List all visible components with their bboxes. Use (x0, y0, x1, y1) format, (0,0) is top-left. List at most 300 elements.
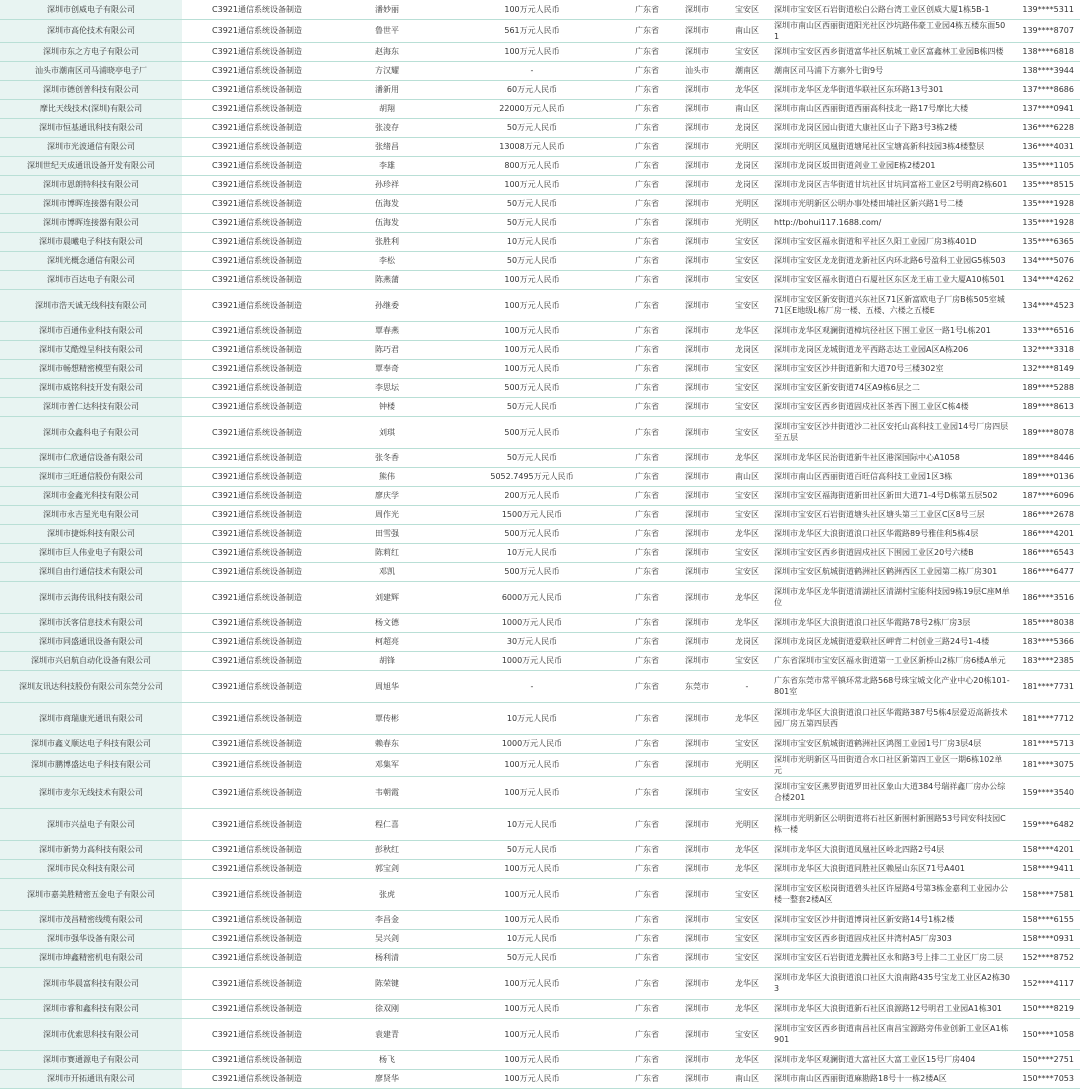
table-row (0, 1018, 1080, 1050)
city-cell: 深圳市 (672, 416, 722, 448)
city-cell: 深圳市 (672, 651, 722, 670)
company-name-cell: 深圳市开拓通讯有限公司 (0, 1069, 182, 1088)
city-cell: 深圳市 (672, 1050, 722, 1069)
company-name-cell: 深圳市浩天诚无线科技有限公司 (0, 289, 182, 321)
province-cell: 广东省 (622, 651, 672, 670)
industry-cell: C3921通信系统设备制造 (182, 378, 332, 397)
industry-cell: C3921通信系统设备制造 (182, 967, 332, 999)
table-row (0, 505, 1080, 524)
industry-cell: C3921通信系统设备制造 (182, 651, 332, 670)
phone-cell: 158****9411 (1012, 859, 1080, 878)
city-cell: 深圳市 (672, 702, 722, 734)
city-cell: 深圳市 (672, 878, 722, 910)
city-cell: 深圳市 (672, 0, 722, 19)
table-row (0, 967, 1080, 999)
district-cell: 龙华区 (722, 967, 772, 999)
registered-capital-cell: 500万元人民币 (442, 524, 622, 543)
registered-capital-cell: 1000万元人民币 (442, 613, 622, 632)
phone-cell: 134****4523 (1012, 289, 1080, 321)
industry-cell: C3921通信系统设备制造 (182, 486, 332, 505)
city-cell: 深圳市 (672, 137, 722, 156)
address-cell: 深圳市宝安区松岗街道碧头社区许屋路4号第3栋金嘉利工业园办公楼一整套2楼A区 (772, 878, 1012, 910)
company-name-cell: 深圳市兴启航自动化设备有限公司 (0, 651, 182, 670)
district-cell: 光明区 (722, 213, 772, 232)
address-cell: 深圳市宝安区新安街道兴东社区71区新富欧电子厂房B栋505室城71区E地级L栋厂房一楼、五楼、六楼之五楼E (772, 289, 1012, 321)
table-row (0, 562, 1080, 581)
registered-capital-cell: 100万元人民币 (442, 1069, 622, 1088)
district-cell: 宝安区 (722, 416, 772, 448)
legal-rep-cell: 邓集军 (332, 753, 442, 776)
registered-capital-cell: 100万元人民币 (442, 999, 622, 1018)
company-name-cell: 深圳市创威电子有限公司 (0, 0, 182, 19)
city-cell: 深圳市 (672, 213, 722, 232)
industry-cell: C3921通信系统设备制造 (182, 859, 332, 878)
table-row (0, 359, 1080, 378)
phone-cell: 189****8446 (1012, 448, 1080, 467)
province-cell: 广东省 (622, 118, 672, 137)
address-cell: 深圳市宝安区西乡街道南昌社区南昌宝源路旁伟业创新工业区A1栋901 (772, 1018, 1012, 1050)
district-cell: 宝安区 (722, 910, 772, 929)
address-cell: 深圳市龙华区大浪街道浪口社区华霞路78号2栋厂房3层 (772, 613, 1012, 632)
table-row (0, 156, 1080, 175)
company-name-cell: 深圳市永吉星光电有限公司 (0, 505, 182, 524)
company-name-cell: 深圳市赛通源电子有限公司 (0, 1050, 182, 1069)
city-cell: 深圳市 (672, 859, 722, 878)
legal-rep-cell: 吴兴剑 (332, 929, 442, 948)
industry-cell: C3921通信系统设备制造 (182, 505, 332, 524)
city-cell: 深圳市 (672, 19, 722, 42)
address-cell: http://bohui117.1688.com/ (772, 213, 1012, 232)
registered-capital-cell: 100万元人民币 (442, 340, 622, 359)
table-row (0, 416, 1080, 448)
phone-cell: 138****6818 (1012, 42, 1080, 61)
table-row (0, 999, 1080, 1018)
company-name-cell: 深圳市百通伟业科技有限公司 (0, 321, 182, 340)
table-row (0, 0, 1080, 19)
city-cell: 深圳市 (672, 448, 722, 467)
table-row (0, 776, 1080, 808)
phone-cell: 183****2385 (1012, 651, 1080, 670)
legal-rep-cell: 邓凯 (332, 562, 442, 581)
phone-cell: 158****4201 (1012, 840, 1080, 859)
company-name-cell: 深圳市晨曦电子科技有限公司 (0, 232, 182, 251)
industry-cell: C3921通信系统设备制造 (182, 632, 332, 651)
province-cell: 广东省 (622, 910, 672, 929)
province-cell: 广东省 (622, 562, 672, 581)
registered-capital-cell: 10万元人民币 (442, 808, 622, 840)
phone-cell: 189****8078 (1012, 416, 1080, 448)
address-cell: 深圳市光明新区公明办事处楼田埔社区新兴路1号二楼 (772, 194, 1012, 213)
registered-capital-cell: 22000万元人民币 (442, 99, 622, 118)
industry-cell: C3921通信系统设备制造 (182, 321, 332, 340)
city-cell: 深圳市 (672, 929, 722, 948)
address-cell: 深圳市南山区西丽街道麻勘路18号十一栋2楼A区 (772, 1069, 1012, 1088)
registered-capital-cell: 200万元人民币 (442, 486, 622, 505)
province-cell: 广东省 (622, 156, 672, 175)
address-cell: 深圳市龙华区大浪街道同胜社区赖屋山东区71号A401 (772, 859, 1012, 878)
province-cell: 广东省 (622, 61, 672, 80)
district-cell: 宝安区 (722, 505, 772, 524)
industry-cell: C3921通信系统设备制造 (182, 156, 332, 175)
industry-cell: C3921通信系统设备制造 (182, 175, 332, 194)
district-cell: 宝安区 (722, 776, 772, 808)
address-cell: 深圳市宝安区福永街道白石厦社区东区龙王庙工业大厦A10栋501 (772, 270, 1012, 289)
table-row (0, 948, 1080, 967)
table-row (0, 670, 1080, 702)
legal-rep-cell: 刘建辉 (332, 581, 442, 613)
registered-capital-cell: 100万元人民币 (442, 321, 622, 340)
registered-capital-cell: 50万元人民币 (442, 118, 622, 137)
city-cell: 深圳市 (672, 118, 722, 137)
table-row (0, 270, 1080, 289)
city-cell: 深圳市 (672, 340, 722, 359)
registered-capital-cell: 100万元人民币 (442, 776, 622, 808)
district-cell: 龙华区 (722, 613, 772, 632)
province-cell: 广东省 (622, 321, 672, 340)
registered-capital-cell: 100万元人民币 (442, 878, 622, 910)
industry-cell: C3921通信系统设备制造 (182, 543, 332, 562)
legal-rep-cell: 覃传彬 (332, 702, 442, 734)
registered-capital-cell: 100万元人民币 (442, 42, 622, 61)
district-cell: 宝安区 (722, 878, 772, 910)
address-cell: 深圳市宝安区福永街道和平社区久阳工业园厂房3栋401D (772, 232, 1012, 251)
phone-cell: 186****3516 (1012, 581, 1080, 613)
legal-rep-cell: 杨文德 (332, 613, 442, 632)
company-name-cell: 深圳市优索思科技有限公司 (0, 1018, 182, 1050)
city-cell: 深圳市 (672, 175, 722, 194)
address-cell: 深圳市光明区凤凰街道塘尾社区宝塘高新科技园3栋4楼整层 (772, 137, 1012, 156)
registered-capital-cell: 50万元人民币 (442, 213, 622, 232)
phone-cell: 152****8752 (1012, 948, 1080, 967)
phone-cell: 158****6155 (1012, 910, 1080, 929)
address-cell: 深圳市龙岗区园山街道大康社区山子下路3号3栋2楼 (772, 118, 1012, 137)
district-cell: 宝安区 (722, 397, 772, 416)
city-cell: 深圳市 (672, 808, 722, 840)
table-row (0, 632, 1080, 651)
district-cell: 宝安区 (722, 1018, 772, 1050)
company-name-cell: 深圳市嘉美胜精密五金电子有限公司 (0, 878, 182, 910)
address-cell: 深圳市龙华区龙华街道华联社区东环路13号301 (772, 80, 1012, 99)
legal-rep-cell: 程仁喜 (332, 808, 442, 840)
province-cell: 广东省 (622, 42, 672, 61)
phone-cell: 133****6516 (1012, 321, 1080, 340)
industry-cell: C3921通信系统设备制造 (182, 840, 332, 859)
company-name-cell: 深圳市恩朗特科技有限公司 (0, 175, 182, 194)
address-cell: 深圳市宝安区石岩街道龙腾社区永和路3号上排二工业区厂房二层 (772, 948, 1012, 967)
district-cell: 宝安区 (722, 0, 772, 19)
address-cell: 深圳市宝安区燕罗街道罗田社区象山大道384号瑞祥鑫厂房办公综合楼201 (772, 776, 1012, 808)
district-cell: 宝安区 (722, 948, 772, 967)
district-cell: 宝安区 (722, 359, 772, 378)
district-cell: 宝安区 (722, 378, 772, 397)
district-cell: 龙华区 (722, 581, 772, 613)
city-cell: 深圳市 (672, 289, 722, 321)
province-cell: 广东省 (622, 270, 672, 289)
phone-cell: 135****1105 (1012, 156, 1080, 175)
district-cell: 龙华区 (722, 524, 772, 543)
company-name-cell: 深圳友讯达科技股份有限公司东莞分公司 (0, 670, 182, 702)
province-cell: 广东省 (622, 467, 672, 486)
legal-rep-cell: 张冬香 (332, 448, 442, 467)
phone-cell: 150****2751 (1012, 1050, 1080, 1069)
address-cell: 深圳市龙华区大浪街道凤凰社区岭北四路2号4层 (772, 840, 1012, 859)
company-name-cell: 汕头市潮南区司马浦晓亭电子厂 (0, 61, 182, 80)
legal-rep-cell: 刘琪 (332, 416, 442, 448)
phone-cell: 189****5288 (1012, 378, 1080, 397)
city-cell: 深圳市 (672, 524, 722, 543)
province-cell: 广东省 (622, 505, 672, 524)
city-cell: 深圳市 (672, 967, 722, 999)
province-cell: 广东省 (622, 543, 672, 562)
district-cell: 龙岗区 (722, 340, 772, 359)
registered-capital-cell: 500万元人民币 (442, 378, 622, 397)
province-cell: 广东省 (622, 99, 672, 118)
district-cell: 潮南区 (722, 61, 772, 80)
company-name-cell: 深圳市百达电子有限公司 (0, 270, 182, 289)
registered-capital-cell: 50万元人民币 (442, 397, 622, 416)
district-cell: 龙华区 (722, 321, 772, 340)
district-cell: 龙华区 (722, 1050, 772, 1069)
company-name-cell: 深圳市三旺通信股份有限公司 (0, 467, 182, 486)
registered-capital-cell: 1000万元人民币 (442, 651, 622, 670)
table-row (0, 194, 1080, 213)
district-cell: 宝安区 (722, 929, 772, 948)
address-cell: 深圳市光明新区公明街道将石社区新围村新围路53号同安科技园C栋一楼 (772, 808, 1012, 840)
industry-cell: C3921通信系统设备制造 (182, 289, 332, 321)
city-cell: 深圳市 (672, 613, 722, 632)
address-cell: 广东省东莞市常平镇环常北路568号珠宝城文化产业中心20栋101-801室 (772, 670, 1012, 702)
address-cell: 深圳市宝安区沙井街道博岗社区新安路14号1栋2楼 (772, 910, 1012, 929)
city-cell: 深圳市 (672, 581, 722, 613)
industry-cell: C3921通信系统设备制造 (182, 581, 332, 613)
registered-capital-cell: 10万元人民币 (442, 232, 622, 251)
company-name-cell: 深圳市光波通信有限公司 (0, 137, 182, 156)
table-row (0, 878, 1080, 910)
phone-cell: 135****8515 (1012, 175, 1080, 194)
registered-capital-cell: 10万元人民币 (442, 929, 622, 948)
address-cell: 深圳市宝安区龙龙街道龙新社区内环北路6号盈科工业园G5栋503 (772, 251, 1012, 270)
province-cell: 广东省 (622, 776, 672, 808)
city-cell: 深圳市 (672, 753, 722, 776)
table-row (0, 448, 1080, 467)
address-cell: 深圳市南山区西丽街道百旺信高科技工业园1区3栋 (772, 467, 1012, 486)
district-cell: 龙岗区 (722, 632, 772, 651)
province-cell: 广东省 (622, 1018, 672, 1050)
industry-cell: C3921通信系统设备制造 (182, 359, 332, 378)
city-cell: 深圳市 (672, 99, 722, 118)
table-row (0, 397, 1080, 416)
registered-capital-cell: 50万元人民币 (442, 840, 622, 859)
table-row (0, 753, 1080, 776)
industry-cell: C3921通信系统设备制造 (182, 61, 332, 80)
company-name-cell: 深圳市仁欣通信设备有限公司 (0, 448, 182, 467)
city-cell: 深圳市 (672, 543, 722, 562)
address-cell: 深圳市龙岗区龙城街道爱联社区岬背二村创业三路24号1-4楼 (772, 632, 1012, 651)
province-cell: 广东省 (622, 613, 672, 632)
district-cell: 宝安区 (722, 486, 772, 505)
industry-cell: C3921通信系统设备制造 (182, 99, 332, 118)
registered-capital-cell: 1000万元人民币 (442, 734, 622, 753)
address-cell: 深圳市光明新区马田街道合水口社区新第四工业区一期6栋102单元 (772, 753, 1012, 776)
province-cell: 广东省 (622, 397, 672, 416)
city-cell: 深圳市 (672, 505, 722, 524)
legal-rep-cell: 伍海发 (332, 194, 442, 213)
district-cell: 光明区 (722, 808, 772, 840)
phone-cell: 186****2678 (1012, 505, 1080, 524)
phone-cell: 138****3944 (1012, 61, 1080, 80)
registered-capital-cell: 10万元人民币 (442, 702, 622, 734)
legal-rep-cell: 周作光 (332, 505, 442, 524)
table-row (0, 543, 1080, 562)
registered-capital-cell: 100万元人民币 (442, 1050, 622, 1069)
industry-cell: C3921通信系统设备制造 (182, 929, 332, 948)
city-cell: 深圳市 (672, 840, 722, 859)
district-cell: 龙华区 (722, 859, 772, 878)
legal-rep-cell: 李思坛 (332, 378, 442, 397)
legal-rep-cell: 张凌存 (332, 118, 442, 137)
address-cell: 深圳市宝安区沙井街道沙二社区安托山高科技工业园14号厂房四层至五层 (772, 416, 1012, 448)
province-cell: 广东省 (622, 194, 672, 213)
company-name-cell: 深圳市博晖连接器有限公司 (0, 194, 182, 213)
company-name-cell: 深圳市高伦技术有限公司 (0, 19, 182, 42)
legal-rep-cell: 李雄 (332, 156, 442, 175)
legal-rep-cell: 覃奉奇 (332, 359, 442, 378)
address-cell: 深圳市龙华区大浪街道新石社区浪源路12号明君工业园A1栋301 (772, 999, 1012, 1018)
table-row (0, 1069, 1080, 1088)
city-cell: 深圳市 (672, 632, 722, 651)
phone-cell: 150****8219 (1012, 999, 1080, 1018)
legal-rep-cell: 韦朝霞 (332, 776, 442, 808)
phone-cell: 158****0931 (1012, 929, 1080, 948)
industry-cell: C3921通信系统设备制造 (182, 1050, 332, 1069)
legal-rep-cell: 陈巧君 (332, 340, 442, 359)
legal-rep-cell: 杨利清 (332, 948, 442, 967)
registered-capital-cell: 50万元人民币 (442, 194, 622, 213)
registered-capital-cell: 800万元人民币 (442, 156, 622, 175)
legal-rep-cell: 熊伟 (332, 467, 442, 486)
table-row (0, 1050, 1080, 1069)
address-cell: 深圳市宝安区西乡街道固戍社区下围园工业区20号六楼B (772, 543, 1012, 562)
legal-rep-cell: 廖贤华 (332, 1069, 442, 1088)
company-name-cell: 深圳光概念通信有限公司 (0, 251, 182, 270)
industry-cell: C3921通信系统设备制造 (182, 416, 332, 448)
legal-rep-cell: 覃春燕 (332, 321, 442, 340)
address-cell: 深圳市龙华区观澜街道大富社区大富工业区15号厂房404 (772, 1050, 1012, 1069)
company-name-cell: 深圳自由行通信技术有限公司 (0, 562, 182, 581)
registered-capital-cell: 50万元人民币 (442, 448, 622, 467)
province-cell: 广东省 (622, 232, 672, 251)
city-cell: 深圳市 (672, 910, 722, 929)
table-row (0, 118, 1080, 137)
phone-cell: 137****8686 (1012, 80, 1080, 99)
industry-cell: C3921通信系统设备制造 (182, 0, 332, 19)
city-cell: 深圳市 (672, 486, 722, 505)
city-cell: 深圳市 (672, 562, 722, 581)
industry-cell: C3921通信系统设备制造 (182, 910, 332, 929)
company-name-cell: 深圳市民众科技有限公司 (0, 859, 182, 878)
address-cell: 深圳市宝安区西乡街道固戍社区井湾村A5厂房303 (772, 929, 1012, 948)
city-cell: 深圳市 (672, 270, 722, 289)
registered-capital-cell: 561万元人民币 (442, 19, 622, 42)
legal-rep-cell: 钟楼 (332, 397, 442, 416)
industry-cell: C3921通信系统设备制造 (182, 397, 332, 416)
company-name-cell: 深圳市新势力高科技有限公司 (0, 840, 182, 859)
table-row (0, 19, 1080, 42)
table-row (0, 251, 1080, 270)
table-row (0, 42, 1080, 61)
registered-capital-cell: 100万元人民币 (442, 910, 622, 929)
industry-cell: C3921通信系统设备制造 (182, 19, 332, 42)
address-cell: 深圳市南山区西丽街道阳光社区沙坑路伟豪工业园4栋五楼东面501 (772, 19, 1012, 42)
address-cell: 深圳市龙华区大浪街道浪口社区华霞路89号雅佳利5栋4层 (772, 524, 1012, 543)
city-cell: 深圳市 (672, 397, 722, 416)
registered-capital-cell: 50万元人民币 (442, 251, 622, 270)
industry-cell: C3921通信系统设备制造 (182, 753, 332, 776)
registered-capital-cell: 100万元人民币 (442, 175, 622, 194)
legal-rep-cell: 伍海发 (332, 213, 442, 232)
phone-cell: 134****4262 (1012, 270, 1080, 289)
address-cell: 深圳市龙华区龙华街道清湖社区清湖村宝能科技园9栋19层C座M单位 (772, 581, 1012, 613)
address-cell: 深圳市南山区西丽街道西丽高科技北一路17号摩比大楼 (772, 99, 1012, 118)
legal-rep-cell: 张虎 (332, 878, 442, 910)
industry-cell: C3921通信系统设备制造 (182, 734, 332, 753)
district-cell: 宝安区 (722, 251, 772, 270)
legal-rep-cell: 李昌金 (332, 910, 442, 929)
company-name-cell: 深圳市捷烁科技有限公司 (0, 524, 182, 543)
province-cell: 广东省 (622, 486, 672, 505)
phone-cell: 136****4031 (1012, 137, 1080, 156)
phone-cell: 181****7712 (1012, 702, 1080, 734)
company-name-cell: 深圳市兴益电子有限公司 (0, 808, 182, 840)
industry-cell: C3921通信系统设备制造 (182, 878, 332, 910)
legal-rep-cell: 孙继委 (332, 289, 442, 321)
company-name-cell: 深圳市金鑫光科技有限公司 (0, 486, 182, 505)
address-cell: 深圳市龙岗区坂田街道剑业工业园E栋2楼201 (772, 156, 1012, 175)
address-cell: 深圳市龙华区民治街道新牛社区港深国际中心A1058 (772, 448, 1012, 467)
company-name-cell: 摩比天线技术(深圳)有限公司 (0, 99, 182, 118)
company-name-cell: 深圳市坤鑫精密机电有限公司 (0, 948, 182, 967)
address-cell: 深圳市宝安区新安街道74区A9栋6层之二 (772, 378, 1012, 397)
legal-rep-cell: 潘妙丽 (332, 0, 442, 19)
phone-cell: 159****6482 (1012, 808, 1080, 840)
company-name-cell: 深圳市普仁达科技有限公司 (0, 397, 182, 416)
company-name-cell: 深圳市强华设备有限公司 (0, 929, 182, 948)
phone-cell: 150****7053 (1012, 1069, 1080, 1088)
district-cell: 龙华区 (722, 448, 772, 467)
district-cell: - (722, 670, 772, 702)
legal-rep-cell: 孙珍祥 (332, 175, 442, 194)
legal-rep-cell: 彭秋红 (332, 840, 442, 859)
phone-cell: 158****7581 (1012, 878, 1080, 910)
industry-cell: C3921通信系统设备制造 (182, 808, 332, 840)
district-cell: 龙华区 (722, 702, 772, 734)
province-cell: 广东省 (622, 734, 672, 753)
province-cell: 广东省 (622, 948, 672, 967)
city-cell: 深圳市 (672, 80, 722, 99)
company-name-cell: 深圳市德创普科技有限公司 (0, 80, 182, 99)
city-cell: 深圳市 (672, 321, 722, 340)
address-cell: 深圳市宝安区航城街道鹤洲社区鸿图工业园1号厂房3层4层 (772, 734, 1012, 753)
province-cell: 广东省 (622, 340, 672, 359)
company-name-cell: 深圳市鹏博盛达电子科技有限公司 (0, 753, 182, 776)
industry-cell: C3921通信系统设备制造 (182, 1018, 332, 1050)
phone-cell: 139****8707 (1012, 19, 1080, 42)
phone-cell: 189****8613 (1012, 397, 1080, 416)
province-cell: 广东省 (622, 840, 672, 859)
industry-cell: C3921通信系统设备制造 (182, 137, 332, 156)
industry-cell: C3921通信系统设备制造 (182, 340, 332, 359)
registered-capital-cell: 500万元人民币 (442, 562, 622, 581)
